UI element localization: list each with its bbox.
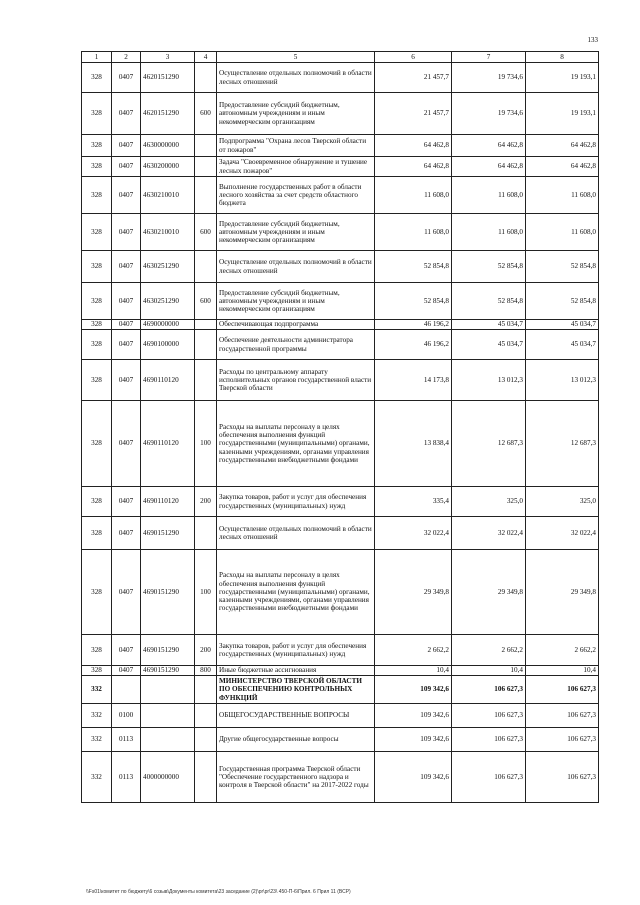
description-cell: Закупка товаров, работ и услуг для обеспечения государственных (муниципальных) нужд: [217, 635, 375, 666]
amount-col8-cell: 32 022,4: [526, 517, 599, 550]
amount-col8-cell: 325,0: [526, 487, 599, 517]
table-row: [82, 330, 599, 360]
section-code-cell: 0407: [112, 517, 141, 550]
table-row: [82, 135, 599, 157]
description-cell: Задача "Своевременное обнаружение и тушение лесных пожаров": [217, 157, 375, 177]
target-code-cell: 4620151290: [141, 63, 195, 93]
amount-col6-cell: 52 854,8: [375, 251, 452, 283]
amount-col7-cell: 64 462,8: [452, 135, 526, 157]
amount-col6-cell: 11 608,0: [375, 214, 452, 251]
table-row: [82, 635, 599, 666]
amount-col6-cell: 10,4: [375, 666, 452, 676]
description-cell: Расходы по центральному аппарату исполнительных органов государственной власти Тверской области: [217, 360, 375, 401]
section-code-cell: 0113: [112, 752, 141, 803]
amount-col8-cell: 106 627,3: [526, 676, 599, 704]
amount-col7-cell: 106 627,3: [452, 676, 526, 704]
amount-col6-cell: 109 342,6: [375, 752, 452, 803]
section-code-cell: 0407: [112, 550, 141, 635]
amount-col8-cell: 64 462,8: [526, 135, 599, 157]
target-code-cell: 4690151290: [141, 550, 195, 635]
row-code-cell: 328: [82, 251, 112, 283]
row-code-cell: 332: [82, 728, 112, 752]
expense-type-cell: [195, 704, 217, 728]
target-code-cell: 4690151290: [141, 666, 195, 676]
description-cell: Предоставление субсидий бюджетным, автономным учреждениям и иным некоммерческим организациям: [217, 283, 375, 320]
row-code-cell: 328: [82, 320, 112, 330]
amount-col7-cell: 106 627,3: [452, 728, 526, 752]
table-row: [82, 550, 599, 635]
section-code-cell: [112, 676, 141, 704]
section-code-cell: 0407: [112, 93, 141, 135]
row-code-cell: 332: [82, 752, 112, 803]
amount-col6-cell: 11 608,0: [375, 177, 452, 214]
amount-col7-cell: 52 854,8: [452, 251, 526, 283]
footer-file-path: \\Fs01\комитет по бюджету\6 созыв\Документы комитета\23 заседание (2)\pr\pr\23\ 450-П-6\Прил. 6 Прил 11 (ВСР): [86, 889, 351, 895]
header-cell: 6: [375, 52, 452, 63]
target-code-cell: 4690100000: [141, 330, 195, 360]
amount-col7-cell: 32 022,4: [452, 517, 526, 550]
amount-col6-cell: 14 173,8: [375, 360, 452, 401]
amount-col8-cell: 106 627,3: [526, 704, 599, 728]
table-row: [82, 93, 599, 135]
section-code-cell: 0407: [112, 157, 141, 177]
section-code-cell: 0407: [112, 63, 141, 93]
row-code-cell: 332: [82, 676, 112, 704]
row-code-cell: 328: [82, 360, 112, 401]
expense-type-cell: [195, 320, 217, 330]
description-cell: Осуществление отдельных полномочий в области лесных отношений: [217, 251, 375, 283]
row-code-cell: 328: [82, 214, 112, 251]
description-cell: Выполнение государственных работ в области лесного хозяйства за счет средств областного бюджета: [217, 177, 375, 214]
section-code-cell: 0407: [112, 283, 141, 320]
row-code-cell: 328: [82, 63, 112, 93]
header-cell: 8: [526, 52, 599, 63]
row-code-cell: 328: [82, 401, 112, 487]
amount-col7-cell: 2 662,2: [452, 635, 526, 666]
section-code-cell: 0407: [112, 330, 141, 360]
section-code-cell: 0407: [112, 401, 141, 487]
target-code-cell: [141, 676, 195, 704]
description-cell: Обеспечение деятельности администратора государственной программы: [217, 330, 375, 360]
row-code-cell: 328: [82, 283, 112, 320]
table-row: [82, 752, 599, 803]
amount-col7-cell: 10,4: [452, 666, 526, 676]
description-cell: Обеспечивающая подпрограмма: [217, 320, 375, 330]
amount-col6-cell: 21 457,7: [375, 63, 452, 93]
description-cell: Осуществление отдельных полномочий в области лесных отношений: [217, 63, 375, 93]
amount-col7-cell: 11 608,0: [452, 214, 526, 251]
amount-col8-cell: 2 662,2: [526, 635, 599, 666]
header-cell: 3: [141, 52, 195, 63]
amount-col8-cell: 64 462,8: [526, 157, 599, 177]
description-cell: Осуществление отдельных полномочий в области лесных отношений: [217, 517, 375, 550]
section-code-cell: 0113: [112, 728, 141, 752]
table-row: [82, 177, 599, 214]
expense-type-cell: [195, 752, 217, 803]
expense-type-cell: [195, 360, 217, 401]
target-code-cell: 4630210010: [141, 177, 195, 214]
header-cell: 7: [452, 52, 526, 63]
amount-col6-cell: 109 342,6: [375, 704, 452, 728]
amount-col6-cell: 32 022,4: [375, 517, 452, 550]
header-cell: 1: [82, 52, 112, 63]
amount-col8-cell: 106 627,3: [526, 752, 599, 803]
table-row: [82, 401, 599, 487]
amount-col8-cell: 29 349,8: [526, 550, 599, 635]
amount-col7-cell: 19 734,6: [452, 93, 526, 135]
target-code-cell: 4630000000: [141, 135, 195, 157]
amount-col6-cell: 21 457,7: [375, 93, 452, 135]
expense-type-cell: 800: [195, 666, 217, 676]
header-cell: 4: [195, 52, 217, 63]
target-code-cell: 4620151290: [141, 93, 195, 135]
target-code-cell: 4690110120: [141, 487, 195, 517]
header-cell: 5: [217, 52, 375, 63]
amount-col6-cell: 109 342,6: [375, 676, 452, 704]
expense-type-cell: [195, 728, 217, 752]
page-number: 133: [587, 36, 598, 44]
table-row: [82, 251, 599, 283]
description-cell: МИНИСТЕРСТВО ТВЕРСКОЙ ОБЛАСТИ ПО ОБЕСПЕЧЕНИЮ КОНТРОЛЬНЫХ ФУНКЦИЙ: [217, 676, 375, 704]
expense-type-cell: [195, 517, 217, 550]
section-code-cell: 0407: [112, 320, 141, 330]
section-code-cell: 0407: [112, 360, 141, 401]
target-code-cell: [141, 728, 195, 752]
expense-type-cell: [195, 177, 217, 214]
table-row: [82, 157, 599, 177]
description-cell: Расходы на выплаты персоналу в целях обеспечения выполнения функций государственными (муниципальными) органами, казенными учреждениями, органами управления государственными внебюджетными фондами: [217, 401, 375, 487]
table-row: [82, 283, 599, 320]
table-row: [82, 320, 599, 330]
amount-col8-cell: 106 627,3: [526, 728, 599, 752]
target-code-cell: 4630251290: [141, 283, 195, 320]
amount-col8-cell: 13 012,3: [526, 360, 599, 401]
amount-col6-cell: 2 662,2: [375, 635, 452, 666]
amount-col8-cell: 10,4: [526, 666, 599, 676]
table-row: [82, 517, 599, 550]
amount-col7-cell: 106 627,3: [452, 704, 526, 728]
target-code-cell: 4690110120: [141, 360, 195, 401]
expense-type-cell: [195, 63, 217, 93]
target-code-cell: 4630251290: [141, 251, 195, 283]
table-row: [82, 63, 599, 93]
amount-col7-cell: 325,0: [452, 487, 526, 517]
amount-col8-cell: 45 034,7: [526, 320, 599, 330]
row-code-cell: 328: [82, 177, 112, 214]
row-code-cell: 328: [82, 550, 112, 635]
section-code-cell: 0407: [112, 214, 141, 251]
amount-col7-cell: 45 034,7: [452, 330, 526, 360]
amount-col7-cell: 19 734,6: [452, 63, 526, 93]
expense-type-cell: 600: [195, 283, 217, 320]
amount-col7-cell: 52 854,8: [452, 283, 526, 320]
row-code-cell: 328: [82, 93, 112, 135]
expense-type-cell: 200: [195, 487, 217, 517]
target-code-cell: 4690110120: [141, 401, 195, 487]
section-code-cell: 0407: [112, 487, 141, 517]
amount-col8-cell: 45 034,7: [526, 330, 599, 360]
row-code-cell: 328: [82, 487, 112, 517]
row-code-cell: 328: [82, 330, 112, 360]
table-row: [82, 666, 599, 676]
amount-col7-cell: 29 349,8: [452, 550, 526, 635]
amount-col6-cell: 46 196,2: [375, 320, 452, 330]
amount-col7-cell: 106 627,3: [452, 752, 526, 803]
description-cell: Государственная программа Тверской области "Обеспечение государственного надзора и контроля в Тверской области" на 2017-2022 годы: [217, 752, 375, 803]
expense-type-cell: [195, 157, 217, 177]
description-cell: Другие общегосударственные вопросы: [217, 728, 375, 752]
target-code-cell: 4690151290: [141, 635, 195, 666]
section-code-cell: 0407: [112, 177, 141, 214]
description-cell: Иные бюджетные ассигнования: [217, 666, 375, 676]
amount-col6-cell: 335,4: [375, 487, 452, 517]
amount-col8-cell: 11 608,0: [526, 214, 599, 251]
expense-type-cell: 600: [195, 214, 217, 251]
amount-col8-cell: 52 854,8: [526, 251, 599, 283]
amount-col6-cell: 46 196,2: [375, 330, 452, 360]
row-code-cell: 328: [82, 135, 112, 157]
amount-col6-cell: 29 349,8: [375, 550, 452, 635]
section-code-cell: 0407: [112, 666, 141, 676]
section-code-cell: 0407: [112, 635, 141, 666]
row-code-cell: 328: [82, 635, 112, 666]
expense-type-cell: [195, 330, 217, 360]
table-row: [82, 487, 599, 517]
expense-type-cell: 100: [195, 401, 217, 487]
description-cell: Предоставление субсидий бюджетным, автономным учреждениям и иным некоммерческим организациям: [217, 214, 375, 251]
table-row: [82, 728, 599, 752]
section-code-cell: 0407: [112, 251, 141, 283]
amount-col7-cell: 11 608,0: [452, 177, 526, 214]
description-cell: Расходы на выплаты персоналу в целях обеспечения выполнения функций государственными (муниципальными) органами, казенными учреждениями, органами управления государственными внебюджетными фондами: [217, 550, 375, 635]
target-code-cell: 4630200000: [141, 157, 195, 177]
amount-col6-cell: 52 854,8: [375, 283, 452, 320]
description-cell: Подпрограмма "Охрана лесов Тверской области от пожаров": [217, 135, 375, 157]
amount-col7-cell: 45 034,7: [452, 320, 526, 330]
expense-type-cell: 600: [195, 93, 217, 135]
section-code-cell: 0407: [112, 135, 141, 157]
target-code-cell: [141, 704, 195, 728]
row-code-cell: 328: [82, 666, 112, 676]
table-row: [82, 704, 599, 728]
amount-col7-cell: 13 012,3: [452, 360, 526, 401]
target-code-cell: 4690151290: [141, 517, 195, 550]
expense-type-cell: 200: [195, 635, 217, 666]
section-code-cell: 0100: [112, 704, 141, 728]
header-cell: 2: [112, 52, 141, 63]
row-code-cell: 328: [82, 517, 112, 550]
budget-table: [81, 51, 599, 803]
table-row: [82, 214, 599, 251]
amount-col8-cell: 11 608,0: [526, 177, 599, 214]
amount-col6-cell: 64 462,8: [375, 135, 452, 157]
target-code-cell: 4000000000: [141, 752, 195, 803]
description-cell: ОБЩЕГОСУДАРСТВЕННЫЕ ВОПРОСЫ: [217, 704, 375, 728]
row-code-cell: 332: [82, 704, 112, 728]
target-code-cell: 4630210010: [141, 214, 195, 251]
amount-col8-cell: 52 854,8: [526, 283, 599, 320]
amount-col8-cell: 12 687,3: [526, 401, 599, 487]
amount-col6-cell: 64 462,8: [375, 157, 452, 177]
expense-type-cell: [195, 251, 217, 283]
expense-type-cell: [195, 676, 217, 704]
amount-col8-cell: 19 193,1: [526, 93, 599, 135]
table-row: [82, 360, 599, 401]
amount-col8-cell: 19 193,1: [526, 63, 599, 93]
table-row: [82, 676, 599, 704]
description-cell: Предоставление субсидий бюджетным, автономным учреждениям и иным некоммерческим организациям: [217, 93, 375, 135]
header-row: [82, 52, 599, 63]
row-code-cell: 328: [82, 157, 112, 177]
amount-col6-cell: 109 342,6: [375, 728, 452, 752]
description-cell: Закупка товаров, работ и услуг для обеспечения государственных (муниципальных) нужд: [217, 487, 375, 517]
amount-col6-cell: 13 838,4: [375, 401, 452, 487]
target-code-cell: 4690000000: [141, 320, 195, 330]
amount-col7-cell: 12 687,3: [452, 401, 526, 487]
amount-col7-cell: 64 462,8: [452, 157, 526, 177]
expense-type-cell: [195, 135, 217, 157]
expense-type-cell: 100: [195, 550, 217, 635]
